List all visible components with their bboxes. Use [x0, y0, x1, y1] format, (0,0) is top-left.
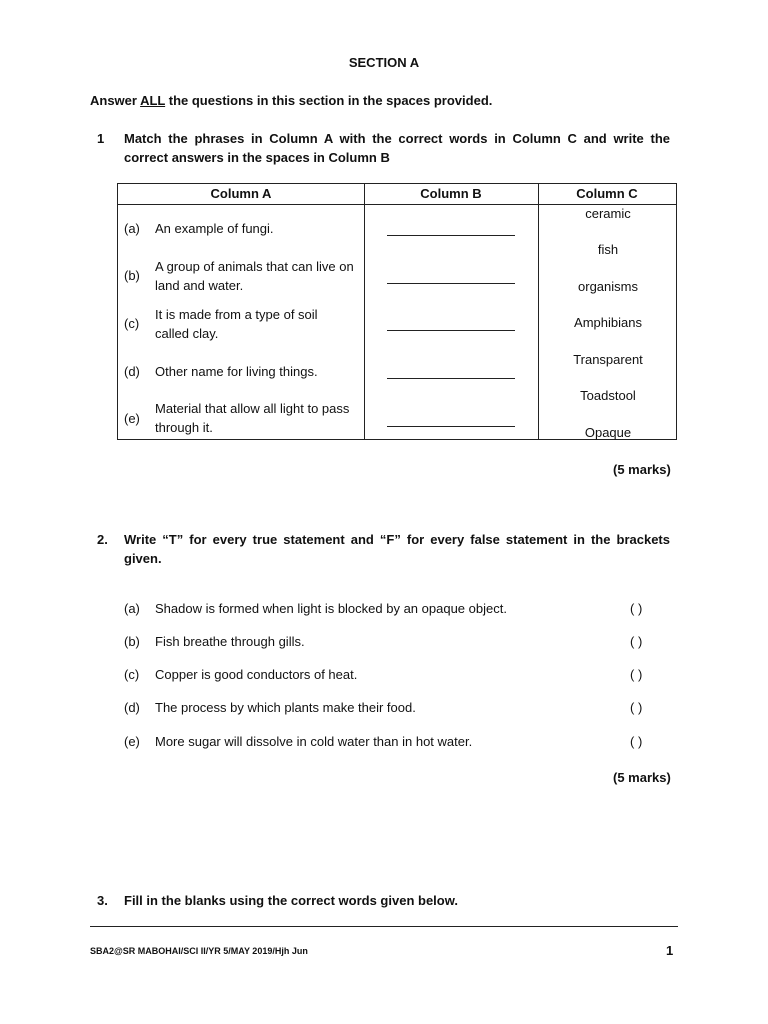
- option-word: Transparent: [573, 352, 643, 367]
- table-header-divider: [118, 204, 676, 205]
- section-title: SECTION A: [348, 55, 420, 70]
- answer-bracket-e[interactable]: ( ): [630, 734, 643, 749]
- instruction-suffix: the questions in this section in the spaces provided.: [165, 93, 493, 108]
- row-c-label: (c): [124, 316, 140, 331]
- matching-table: [117, 183, 677, 440]
- option-word: organisms: [578, 279, 638, 294]
- row-a-label: (a): [124, 221, 140, 236]
- page-number: 1: [666, 943, 674, 958]
- row-e-label: (e): [124, 411, 140, 426]
- footer-divider: [90, 926, 678, 927]
- option-word: fish: [597, 242, 619, 257]
- answer-bracket-d[interactable]: ( ): [630, 700, 643, 715]
- q3-text: Fill in the blanks using the correct words given below.: [124, 893, 458, 908]
- q1-marks: (5 marks): [613, 462, 671, 477]
- option-word: Toadstool: [580, 388, 636, 403]
- statement-b-text: Fish breathe through gills.: [155, 634, 305, 649]
- q1-text: Match the phrases in Column A with the correct words in Column C and write the correct answers in the spaces in Column B: [124, 131, 670, 165]
- row-b-text: A group of animals that can live on land and water.: [155, 259, 354, 293]
- column-a-header: Column A: [210, 186, 272, 201]
- answer-bracket-c[interactable]: ( ): [630, 667, 643, 682]
- q1-number: 1: [97, 131, 105, 146]
- statement-b-label: (b): [124, 634, 140, 649]
- row-d-text: Other name for living things.: [155, 364, 318, 379]
- answer-bracket-a[interactable]: ( ): [630, 601, 643, 616]
- instruction-emphasis: ALL: [140, 93, 166, 108]
- statement-c-text: Copper is good conductors of heat.: [155, 667, 358, 682]
- row-a-text: An example of fungi.: [155, 221, 274, 236]
- statement-e-text: More sugar will dissolve in cold water than in hot water.: [155, 734, 473, 749]
- answer-blank-d[interactable]: [387, 378, 515, 379]
- statement-a-label: (a): [124, 601, 140, 616]
- q2-marks: (5 marks): [613, 770, 671, 785]
- instruction: [90, 93, 492, 108]
- answer-blank-b[interactable]: [387, 283, 515, 284]
- answer-blank-c[interactable]: [387, 330, 515, 331]
- statement-d-label: (d): [124, 700, 140, 715]
- instruction-prefix: Answer: [90, 93, 141, 108]
- answer-blank-e[interactable]: [387, 426, 515, 427]
- row-b-label: (b): [124, 268, 140, 283]
- q2-text: Write “T” for every true statement and “F” for every false statement in the brackets given.: [124, 532, 670, 566]
- statement-c-label: (c): [124, 667, 140, 682]
- answer-blank-a[interactable]: [387, 235, 515, 236]
- option-word: Amphibians: [574, 315, 642, 330]
- row-d-label: (d): [124, 364, 140, 379]
- column-c-header: Column C: [576, 186, 638, 201]
- row-e-text: Material that allow all light to pass through it.: [155, 401, 350, 435]
- statement-d-text: The process by which plants make their food.: [155, 700, 416, 715]
- q3-number: 3.: [97, 893, 108, 908]
- column-b-header: Column B: [420, 186, 482, 201]
- row-c-text: It is made from a type of soil called clay.: [155, 307, 318, 341]
- statement-e-label: (e): [124, 734, 140, 749]
- q2-number: 2.: [97, 532, 108, 547]
- statement-a-text: Shadow is formed when light is blocked by an opaque object.: [155, 601, 507, 616]
- answer-bracket-b[interactable]: ( ): [630, 634, 643, 649]
- footer-reference: SBA2@SR MABOHAI/SCI II/YR 5/MAY 2019/Hjh Jun: [90, 946, 308, 956]
- option-word: Opaque: [584, 425, 632, 440]
- table-divider: [364, 184, 365, 439]
- option-word: ceramic: [585, 206, 631, 221]
